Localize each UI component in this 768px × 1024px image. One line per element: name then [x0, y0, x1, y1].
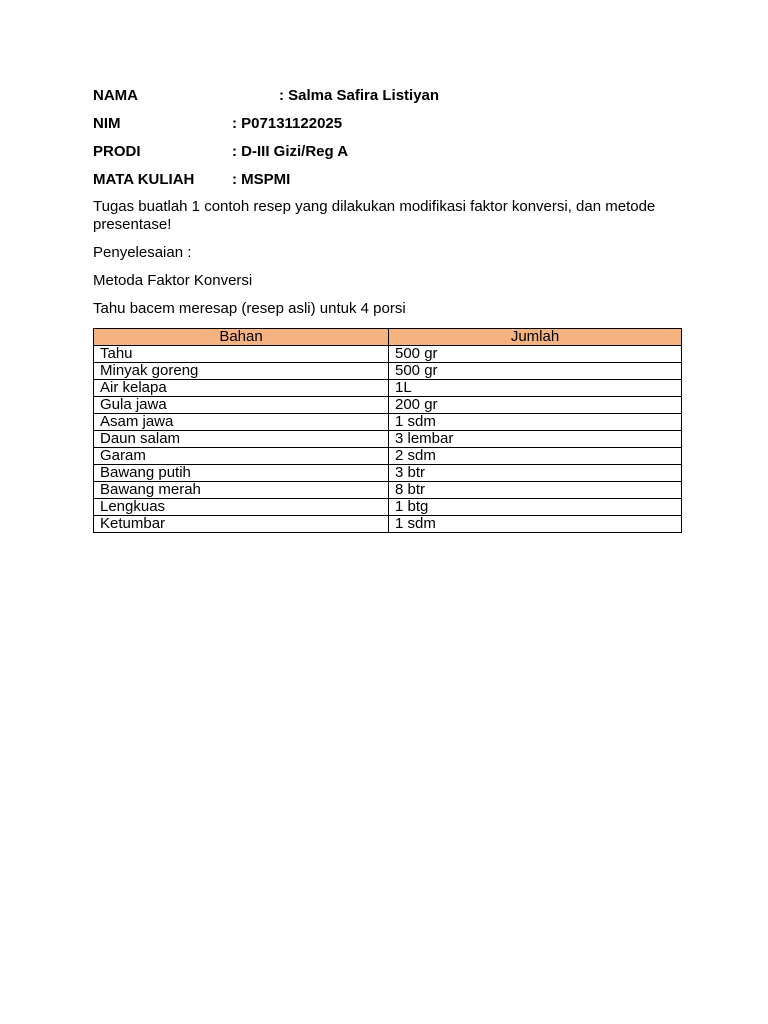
table-row	[94, 499, 682, 516]
nama-value: : Salma Safira Listiyan	[279, 87, 440, 104]
cell-bahan: Lengkuas	[94, 499, 389, 516]
mata-kuliah-label: MATA KULIAH	[93, 171, 195, 188]
table-row	[94, 431, 682, 448]
cell-jumlah: 2 sdm	[389, 448, 682, 465]
table-row	[94, 380, 682, 397]
column-header-bahan: Bahan	[94, 329, 389, 346]
table-row	[94, 346, 682, 363]
solution-label: Penyelesaian :	[93, 244, 192, 261]
table-row	[94, 448, 682, 465]
nim-value: : P07131122025	[232, 115, 343, 132]
cell-bahan: Tahu	[94, 346, 389, 363]
document-page	[93, 86, 682, 533]
table-header-row	[94, 329, 682, 346]
cell-jumlah: 1L	[389, 380, 682, 397]
cell-bahan: Bawang merah	[94, 482, 389, 499]
cell-jumlah: 1 sdm	[389, 414, 682, 431]
table-row	[94, 414, 682, 431]
prodi-value: : D-III Gizi/Reg A	[232, 143, 349, 160]
cell-bahan: Air kelapa	[94, 380, 389, 397]
cell-jumlah: 500 gr	[389, 363, 682, 380]
mata-kuliah-value: : MSPMI	[232, 171, 291, 188]
recipe-title: Tahu bacem meresap (resep asli) untuk 4 porsi	[93, 300, 406, 317]
info-nim	[93, 114, 682, 134]
cell-jumlah: 500 gr	[389, 346, 682, 363]
recipe-table	[93, 328, 682, 533]
cell-bahan: Bawang putih	[94, 465, 389, 482]
cell-bahan: Daun salam	[94, 431, 389, 448]
info-nama	[93, 86, 682, 106]
prodi-label: PRODI	[93, 143, 141, 160]
table-row	[94, 363, 682, 380]
cell-jumlah: 3 lembar	[389, 431, 682, 448]
task-text: Tugas buatlah 1 contoh resep yang dilakukan modifikasi faktor konversi, dan metode presentase!	[93, 198, 656, 233]
cell-jumlah: 3 btr	[389, 465, 682, 482]
cell-jumlah: 1 btg	[389, 499, 682, 516]
cell-bahan: Garam	[94, 448, 389, 465]
nama-label: NAMA	[93, 87, 138, 104]
cell-jumlah: 8 btr	[389, 482, 682, 499]
nim-label: NIM	[93, 115, 121, 132]
info-mata-kuliah	[93, 170, 682, 190]
cell-bahan: Ketumbar	[94, 516, 389, 533]
table-row	[94, 465, 682, 482]
method-title: Metoda Faktor Konversi	[93, 272, 253, 289]
cell-jumlah: 1 sdm	[389, 516, 682, 533]
cell-bahan: Gula jawa	[94, 397, 389, 414]
table-row	[94, 516, 682, 533]
table-row	[94, 397, 682, 414]
cell-bahan: Asam jawa	[94, 414, 389, 431]
cell-jumlah: 200 gr	[389, 397, 682, 414]
table-row	[94, 482, 682, 499]
cell-bahan: Minyak goreng	[94, 363, 389, 380]
column-header-jumlah: Jumlah	[389, 329, 682, 346]
info-prodi	[93, 142, 682, 162]
